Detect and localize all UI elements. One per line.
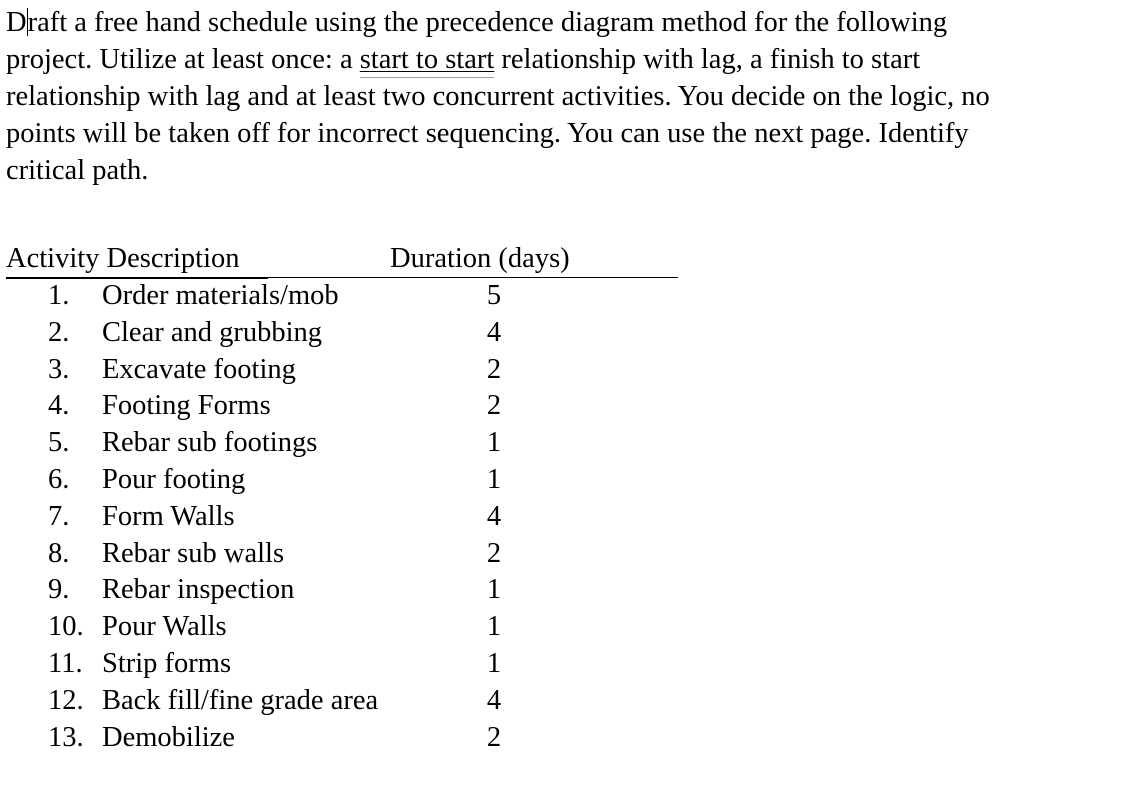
row-duration: 1 xyxy=(486,427,502,459)
table-row xyxy=(6,352,678,389)
row-duration: 2 xyxy=(486,390,502,422)
first-letter: D xyxy=(6,7,27,38)
row-number: 2. xyxy=(48,316,70,348)
header-duration: Duration (days) xyxy=(390,243,570,274)
start-to-start-link[interactable]: start to start xyxy=(360,44,495,78)
row-activity: Clear and grubbing xyxy=(102,316,323,348)
row-activity: Demobilize xyxy=(102,721,235,753)
instructions-line-4: points will be taken off for incorrect sequencing. You can use the next page. Identify xyxy=(6,118,969,149)
header-activity-description: Activity Description xyxy=(6,243,240,274)
row-number: 11. xyxy=(48,647,83,679)
row-duration: 4 xyxy=(486,500,502,532)
row-number: 5. xyxy=(48,427,70,459)
row-activity: Pour footing xyxy=(102,463,246,495)
table-header xyxy=(6,241,678,278)
line-1-rest: raft a free hand schedule using the precedence diagram method for the following xyxy=(27,7,948,38)
table-row xyxy=(6,315,678,352)
table-row xyxy=(6,683,678,720)
instructions-paragraph[interactable] xyxy=(6,4,1131,189)
row-number: 10. xyxy=(48,611,84,643)
table-row xyxy=(6,646,678,683)
row-duration: 1 xyxy=(486,463,502,495)
row-activity: Back fill/fine grade area xyxy=(102,684,379,716)
row-duration: 2 xyxy=(486,353,502,385)
row-number: 4. xyxy=(48,390,70,422)
row-activity: Order materials/mob xyxy=(102,280,339,311)
row-number: 6. xyxy=(48,463,70,495)
line-2-after: relationship with lag, a finish to start xyxy=(494,44,921,75)
row-activity: Form Walls xyxy=(102,500,235,532)
row-number: 1. xyxy=(48,280,70,311)
row-duration: 1 xyxy=(486,574,502,606)
line-2-before: project. Utilize at least once: a xyxy=(6,44,360,75)
row-duration: 5 xyxy=(486,280,502,311)
row-activity: Strip forms xyxy=(102,647,232,679)
row-duration: 2 xyxy=(486,721,502,753)
activity-rows xyxy=(6,278,678,756)
table-row xyxy=(6,278,678,315)
instructions-line-5: critical path. xyxy=(6,155,149,186)
table-row xyxy=(6,572,678,609)
table-row xyxy=(6,388,678,425)
row-activity: Excavate footing xyxy=(102,353,296,385)
row-number: 8. xyxy=(48,537,70,569)
table-row xyxy=(6,720,678,757)
table-row xyxy=(6,609,678,646)
row-duration: 4 xyxy=(486,316,502,348)
instructions-line-1 xyxy=(6,4,1131,41)
row-number: 12. xyxy=(48,684,84,716)
row-duration: 1 xyxy=(486,647,502,679)
row-duration: 4 xyxy=(486,684,502,716)
row-activity: Rebar sub footings xyxy=(102,427,318,459)
instructions-line-3: relationship with lag and at least two concurrent activities. You decide on the logic, no xyxy=(6,81,990,112)
table-row xyxy=(6,499,678,536)
row-activity: Footing Forms xyxy=(102,390,271,422)
row-number: 9. xyxy=(48,574,70,606)
table-row xyxy=(6,462,678,499)
row-activity: Rebar inspection xyxy=(102,574,295,606)
row-duration: 1 xyxy=(486,611,502,643)
table-row xyxy=(6,425,678,462)
instructions-line-2 xyxy=(6,41,1131,78)
row-activity: Rebar sub walls xyxy=(102,537,285,569)
row-activity: Pour Walls xyxy=(102,611,227,643)
table-row xyxy=(6,536,678,573)
row-number: 13. xyxy=(48,721,84,753)
row-duration: 2 xyxy=(486,537,502,569)
row-number: 3. xyxy=(48,353,70,385)
row-number: 7. xyxy=(48,500,70,532)
activity-table xyxy=(6,241,678,756)
